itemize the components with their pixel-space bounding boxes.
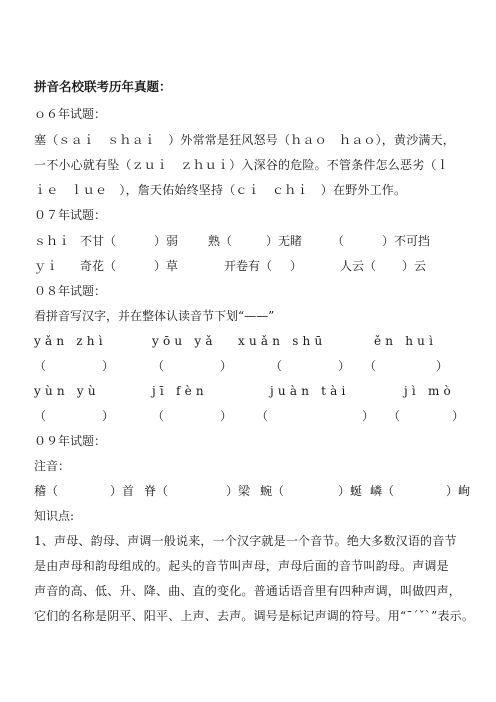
- row-pinyin: ｓｈｉ: [34, 234, 71, 248]
- pinyin-word: yǎn zhì: [34, 334, 107, 348]
- blank-paren: （: [152, 359, 165, 373]
- section-06-heading: ｏ６年试题：: [34, 107, 107, 121]
- row-item: 稽（: [34, 484, 59, 498]
- row-pinyin: ｙｉ: [34, 259, 59, 273]
- row-item: 熟（: [208, 234, 233, 248]
- blank-paren: （: [270, 359, 283, 373]
- blank-paren: ）: [220, 409, 233, 423]
- blank-paren: ）: [362, 409, 375, 423]
- pinyin-word: juàn tài: [270, 384, 350, 398]
- row-item: ）不可挡: [382, 234, 431, 248]
- section-09-label: 注音：: [34, 459, 71, 473]
- row-item: 人云（: [340, 259, 377, 273]
- pinyin-word: yōu yǎ: [152, 334, 217, 348]
- blank-paren: ）: [102, 359, 115, 373]
- row-item: ）草: [154, 259, 179, 273]
- blank-paren: （: [34, 409, 47, 423]
- pinyin-word: ěn huì: [374, 334, 438, 348]
- blank-paren: （: [256, 409, 269, 423]
- section-08-heading: ０８年试题：: [34, 284, 107, 298]
- blank-paren: （: [388, 409, 401, 423]
- row-item: 不甘（: [80, 234, 117, 248]
- row-item: ）梁: [226, 484, 251, 498]
- section-06-line-2: 一不小心就有坠（ｚｕｉ ｚｈｕｉ）入深谷的危险。不管条件怎么恶劣（ｌ: [34, 158, 449, 172]
- row-item: 蜿（: [260, 484, 285, 498]
- section-08-instruction: 看拼音写汉字，并在整体认读音节下划“——”: [34, 309, 275, 323]
- section-06-line-3: ｉｅ ｌｕｅ ），詹天佑始终坚持（ｃｉ ｃｈｉ ）在野外工作。: [34, 183, 407, 197]
- blank-paren: ）: [102, 409, 115, 423]
- knowledge-line-4: 它们的名称是阴平、阳平、上声、去声。调号是标记声调的符号。用“ˉˊˇˋ”表示。: [34, 609, 475, 623]
- row-item: ）: [290, 259, 303, 273]
- knowledge-line-1: 1、声母、韵母、声调一般说来，一个汉字就是一个音节。绝大多数汉语的音节: [34, 534, 457, 548]
- row-item: （: [332, 234, 345, 248]
- blank-paren: （: [34, 359, 47, 373]
- blank-paren: （: [364, 359, 377, 373]
- page-title: 拼音名校联考历年真题：: [34, 79, 172, 94]
- pinyin-word: xuǎn shū: [238, 334, 327, 348]
- pinyin-word: jī fèn: [152, 384, 208, 398]
- section-06-line-1: 塞（ｓａｉ ｓｈａｉ ）外常常是狂风怒号（ｈａｏ ｈａｏ），黄沙满天，: [34, 133, 456, 147]
- knowledge-line-2: 是由声母和韵母组成的。起头的音节叫声母，声母后面的音节叫韵母。声调是: [34, 559, 449, 573]
- blank-paren: ）: [452, 409, 465, 423]
- blank-paren: ）: [220, 359, 233, 373]
- knowledge-heading: 知识点:: [34, 509, 75, 523]
- pinyin-word: yùn yù: [34, 384, 100, 398]
- blank-paren: ）: [338, 359, 351, 373]
- section-09-heading: ０９年试题：: [34, 434, 107, 448]
- blank-paren: ）: [436, 359, 449, 373]
- blank-paren: （: [152, 409, 165, 423]
- row-item: 脊（: [144, 484, 169, 498]
- row-item: ）云: [402, 259, 427, 273]
- row-item: ）峋: [446, 484, 471, 498]
- row-item: 嶙（: [370, 484, 395, 498]
- knowledge-line-3: 声音的高、低、升、降、曲、直的变化。普通话语音里有四种声调，叫做四声，: [34, 584, 462, 598]
- row-item: 奇花（: [80, 259, 117, 273]
- row-item: ）弱: [154, 234, 179, 248]
- row-item: 开卷有（: [224, 259, 273, 273]
- section-07-heading: ０７年试题：: [34, 208, 107, 222]
- pinyin-word: jì mò: [404, 384, 455, 398]
- row-item: ）蜒: [338, 484, 363, 498]
- row-item: ）首: [110, 484, 135, 498]
- row-item: ）无睹: [266, 234, 303, 248]
